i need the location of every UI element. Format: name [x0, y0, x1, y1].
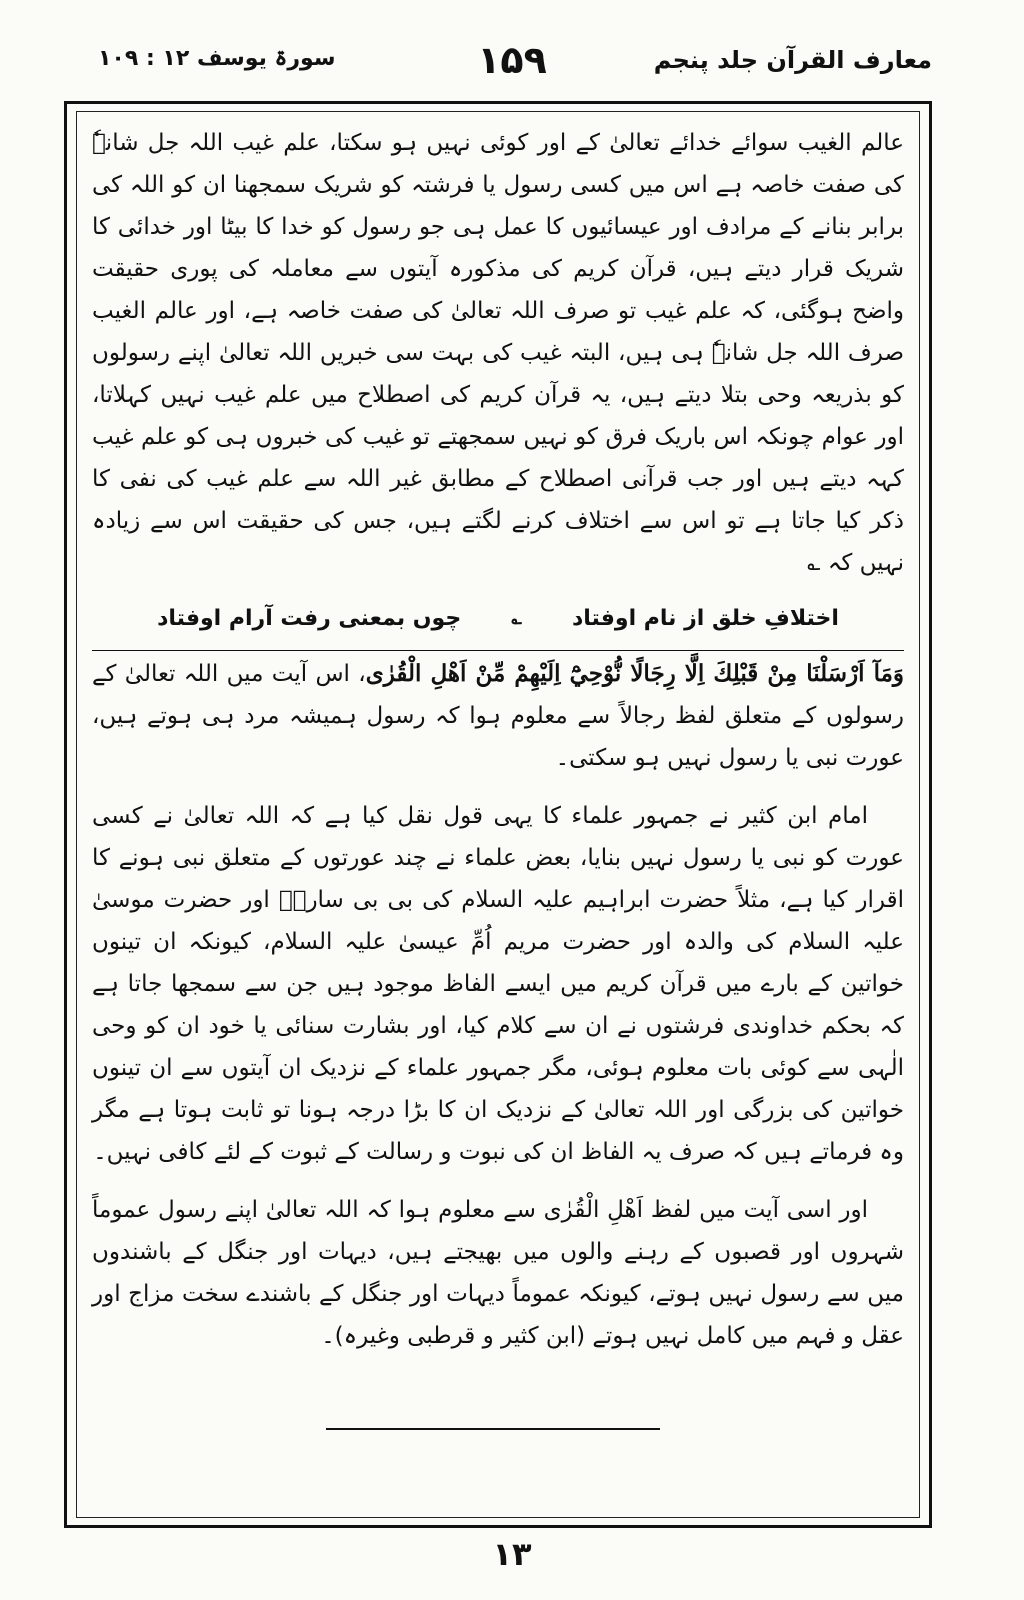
verse-separator: ؎ — [511, 608, 522, 629]
quranic-quote: وَمَآ اَرْسَلْنَا مِنْ قَبْلِكَ اِلَّا رِجَالًا نُّوْحِيْٓ اِلَيْهِمْ مِّنْ اَهْلِ الْقُرٰى — [365, 660, 905, 687]
page-header — [0, 0, 1024, 90]
surah-reference: سورۃ یوسف ۱۲ : ۱۰۹ — [98, 46, 336, 71]
paragraph-2 — [92, 650, 904, 779]
book-title: معارف القرآن جلد پنجم — [653, 46, 932, 74]
paragraph-3: امام ابن کثیر نے جمہور علماء کا یہی قول نقل کیا ہے کہ اللہ تعالیٰ نے کسی عورت کو نبی یا رسول نہیں بنایا، بعض علماء نے چند عورتوں کے متعلق نبی ہونے کا اقرار کیا ہے، مثلاً حضرت ابراہیم علیہ السلام کی بی بی سارہؑ اور حضرت موسیٰ علیہ السلام کی والدہ اور حضرت مریم اُمِّ عیسیٰ علیہ السلام، کیونکہ ان تینوں خواتین کے بارے میں قرآن کریم میں ایسے الفاظ موجود ہیں جن سے سمجھا جاتا ہے کہ بحکم خداوندی فرشتوں نے ان سے کلام کیا، اور بشارت سنائی یا خود ان کو وحی الٰہی سے کوئی بات معلوم ہوئی، مگر جمہور علماء کے نزدیک ان آیتوں سے ان تینوں خواتین کی بزرگی اور اللہ تعالیٰ کے نزدیک ان کا بڑا درجہ ہونا تو ثابت ہوتا ہے مگر وہ فرماتے ہیں کہ صرف یہ الفاظ ان کی نبوت و رسالت کے ثبوت کے لئے کافی نہیں۔ — [92, 803, 904, 1165]
paragraph-4: اور اسی آیت میں لفظ اَهْلِ الْقُرٰى سے معلوم ہوا کہ اللہ تعالیٰ اپنے رسول عموماً شہروں اور قصبوں کے رہنے والوں میں بھیجتے ہیں، دیہات اور جنگل کے باشندوں میں سے رسول نہیں ہوتے، کیونکہ عموماً دیہات اور جنگل کے باشندے سخت مزاج اور عقل و فہم میں کامل نہیں ہوتے (ابن کثیر و قرطبی وغیرہ)۔ — [92, 1197, 904, 1349]
paragraph-2-text: ، اس آیت میں اللہ تعالیٰ کے رسولوں کے متعلق لفظ رجالاً سے معلوم ہوا کہ رسول ہمیشہ مرد ہی ہوتے ہیں، عورت نبی یا رسول نہیں ہو سکتی۔ — [92, 661, 904, 771]
persian-couplet — [132, 598, 864, 640]
page-body — [92, 122, 904, 1357]
section-end-rule — [326, 1428, 660, 1430]
page-number: ۱۵۹ — [477, 38, 547, 82]
verse-line-a: اختلافِ خلق از نام اوفتاد — [571, 606, 839, 631]
verse-line-b: چوں بمعنی رفت آرام اوفتاد — [157, 606, 462, 631]
sheet-number: ۱۳ — [492, 1535, 532, 1573]
paragraph-1: عالم الغیب سوائے خدائے تعالیٰ کے اور کوئی نہیں ہو سکتا، علم غیب اللہ جل شانہٗ کی صفت خاصہ ہے اس میں کسی رسول یا فرشتہ کو شریک سمجھنا ان کو اللہ کی برابر بنانے کے مرادف اور عیسائیوں کا عمل ہی جو رسول کو خدا کا بیٹا اور خدائی کا شریک قرار دیتے ہیں، قرآن کریم کی مذکورہ آیتوں سے معاملہ کی پوری حقیقت واضح ہوگئی، کہ علم غیب تو صرف اللہ تعالیٰ کی صفت خاصہ ہے، اور عالم الغیب صرف اللہ جل شانہٗ ہی ہیں، البتہ غیب کی بہت سی خبریں اللہ تعالیٰ اپنے رسولوں کو بذریعہ وحی بتلا دیتے ہیں، یہ قرآن کریم کی اصطلاح میں علم غیب نہیں کہلاتا، اور عوام چونکہ اس باریک فرق کو نہیں سمجھتے تو غیب کی خبروں ہی کو علم غیب کہہ دیتے ہیں اور جب قرآنی اصطلاح کے مطابق غیر اللہ سے علم غیب کی نفی کا ذکر کیا جاتا ہے تو اس سے اختلاف کرنے لگتے ہیں، جس کی حقیقت اس سے زیادہ نہیں کہ ؎ — [92, 130, 904, 576]
